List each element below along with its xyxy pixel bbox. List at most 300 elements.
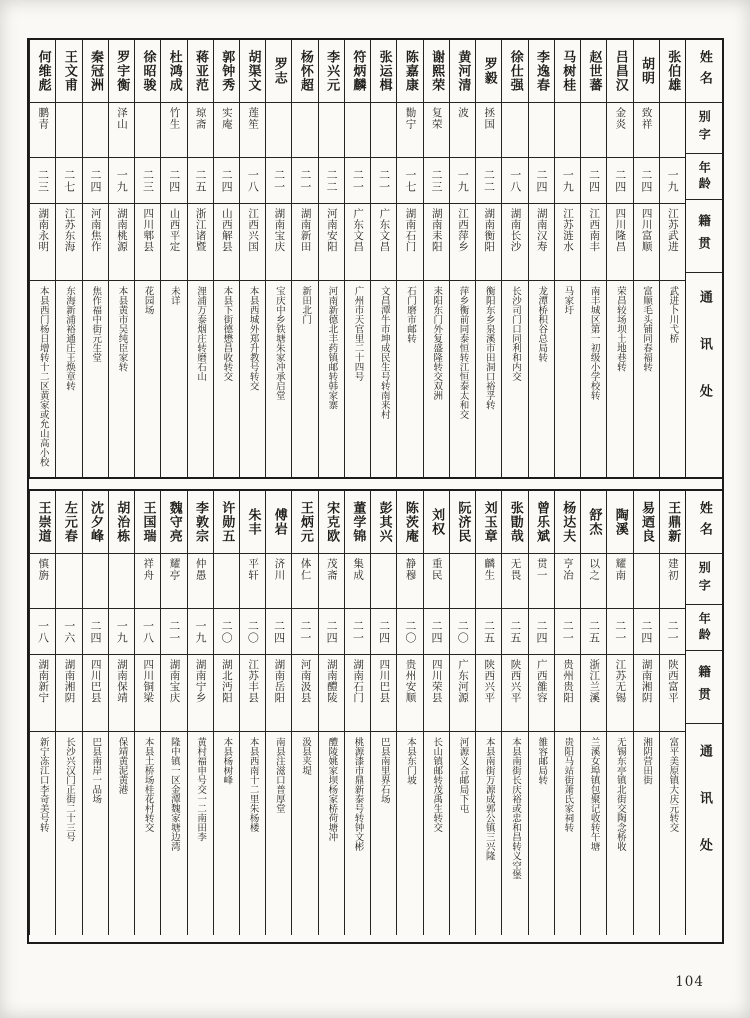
person-age: 一六	[56, 609, 81, 655]
person-column	[554, 491, 580, 935]
person-native-place: 湖南湘阴	[634, 655, 659, 732]
person-age: 二一	[292, 609, 317, 655]
person-age: 二四	[319, 609, 344, 655]
person-age: 一九	[660, 158, 685, 204]
person-courtesy-name	[56, 554, 81, 609]
person-column	[82, 491, 108, 935]
person-courtesy-name: 泽山	[109, 103, 134, 158]
person-native-place: 湖北沔阳	[214, 655, 239, 732]
person-age: 一八	[502, 158, 527, 204]
person-contact-address: 马家圩	[562, 286, 574, 315]
person-courtesy-name	[266, 103, 291, 158]
directory-table-bottom	[29, 491, 722, 935]
person-courtesy-name	[502, 103, 527, 158]
person-native-place: 四川铜梁	[135, 655, 160, 732]
person-contact-address: 长沙司门口同利和内交	[509, 286, 521, 381]
person-contact-address: 长山镇邮转茂禹生转交	[431, 737, 443, 832]
person-column	[423, 491, 449, 935]
person-age: 一九	[109, 158, 134, 204]
person-column	[580, 491, 606, 935]
table-header-column	[685, 491, 722, 935]
person-column	[187, 491, 213, 935]
person-courtesy-name: 致祥	[634, 103, 659, 158]
person-column	[370, 491, 396, 935]
person-courtesy-name	[581, 103, 606, 158]
table-header-column	[685, 40, 722, 477]
person-age: 二〇	[214, 609, 239, 655]
person-column	[291, 491, 317, 935]
person-native-place: 江苏丰县	[240, 655, 265, 732]
person-courtesy-name: 竹生	[161, 103, 186, 158]
person-column	[396, 491, 422, 935]
person-column	[318, 491, 344, 935]
person-name: 杨怀超	[292, 40, 317, 103]
person-courtesy-name: 琼斋	[188, 103, 213, 158]
person-native-place: 陕西兴平	[502, 655, 527, 732]
person-courtesy-name	[292, 103, 317, 158]
person-contact-address: 衡阳东乡泉溪市田洞口裕孚转	[483, 286, 495, 410]
person-native-place: 湖南桃源	[109, 204, 134, 281]
person-age: 二四	[371, 609, 396, 655]
person-courtesy-name	[83, 103, 108, 158]
person-age: 二四	[634, 609, 659, 655]
person-contact-address: 巴县南岸一品场	[90, 737, 102, 804]
person-age: 二二	[476, 158, 501, 204]
person-name: 秦冠洲	[83, 40, 108, 103]
person-column	[108, 491, 134, 935]
person-contact-address: 桃源漆市鼎新泰号转钟文彬	[352, 737, 364, 851]
person-name: 蒋亚范	[188, 40, 213, 103]
person-contact-address: 花园场	[142, 286, 154, 315]
header-courtesy-name: 别字	[686, 554, 722, 605]
person-column	[554, 40, 580, 477]
person-name: 宋克欧	[319, 491, 344, 554]
person-column	[528, 40, 554, 477]
person-contact-address: 浬浦万泰烟庄转磨石山	[195, 286, 207, 381]
person-native-place: 湖南湘阴	[56, 655, 81, 732]
person-age: 二一	[660, 609, 685, 655]
person-age: 二三	[135, 158, 160, 204]
person-column	[134, 491, 160, 935]
person-contact-address: 河源义合邮局下屯	[457, 737, 469, 813]
person-age: 二四	[607, 158, 632, 204]
person-column	[187, 40, 213, 477]
person-courtesy-name	[450, 554, 475, 609]
person-name: 吕昌汉	[607, 40, 632, 103]
person-age: 二一	[161, 609, 186, 655]
person-native-place: 江苏无锡	[607, 655, 632, 732]
person-column	[475, 491, 501, 935]
person-age: 二五	[502, 609, 527, 655]
person-contact-address: 本县下街德懋昌收转交	[221, 286, 233, 381]
person-native-place: 江西兴国	[240, 204, 265, 281]
person-native-place: 湖南宝庆	[161, 655, 186, 732]
person-contact-address: 新田北门	[300, 286, 312, 324]
person-age: 二七	[56, 158, 81, 204]
person-contact-address: 黄村福申号交一二南田李	[195, 737, 207, 842]
person-name: 李兴元	[319, 40, 344, 103]
person-contact-address: 萍乡衡前同泰恒转江恒泰太和交	[457, 286, 469, 419]
person-name: 阮济民	[450, 491, 475, 554]
person-contact-address: 湘阴营田街	[641, 737, 653, 785]
person-name: 罗宇衡	[109, 40, 134, 103]
person-native-place: 湖南醴陵	[319, 655, 344, 732]
person-name: 胡渠文	[240, 40, 265, 103]
person-courtesy-name: 麟生	[476, 554, 501, 609]
person-column	[344, 40, 370, 477]
person-age: 二四	[161, 158, 186, 204]
person-contact-address: 本县南街万源成郭公镇三兴隆	[483, 737, 495, 861]
person-age: 二四	[529, 158, 554, 204]
person-age: 一八	[240, 158, 265, 204]
person-native-place: 广东文昌	[371, 204, 396, 281]
person-age: 二一	[266, 158, 291, 204]
person-contact-address: 南丰城区第一初级小学校转	[588, 286, 600, 400]
person-contact-address: 本县西城外郑升教号转交	[247, 286, 259, 391]
person-name: 李敦宗	[188, 491, 213, 554]
person-age: 一九	[188, 609, 213, 655]
person-column	[265, 40, 291, 477]
person-contact-address: 广州市天官里二十四号	[352, 286, 364, 381]
person-courtesy-name: 以之	[581, 554, 606, 609]
person-native-place: 广东河源	[450, 655, 475, 732]
person-name: 董学锦	[345, 491, 370, 554]
person-name: 黄河清	[450, 40, 475, 103]
person-native-place: 陕西富平	[660, 655, 685, 732]
person-native-place: 湖南宝庆	[266, 204, 291, 281]
person-column	[265, 491, 291, 935]
person-age: 二一	[345, 158, 370, 204]
person-column	[396, 40, 422, 477]
person-age: 一九	[109, 609, 134, 655]
person-name: 沈夕峰	[83, 491, 108, 554]
person-courtesy-name	[109, 554, 134, 609]
person-age: 二四	[83, 158, 108, 204]
person-age: 二一	[555, 609, 580, 655]
person-age: 一八	[30, 609, 55, 655]
person-column	[29, 491, 55, 935]
header-contact-address: 通讯处	[696, 744, 712, 885]
person-native-place: 湖南新田	[292, 204, 317, 281]
table-frame	[27, 38, 724, 944]
person-native-place: 湖南永明	[30, 204, 55, 281]
person-native-place: 广东文昌	[345, 204, 370, 281]
person-courtesy-name: 茂斋	[319, 554, 344, 609]
header-age: 年龄	[686, 605, 722, 651]
person-contact-address: 长沙兴汉门正街二十三号	[63, 737, 75, 842]
person-courtesy-name: 波	[450, 103, 475, 158]
person-contact-address: 汲县夹堤	[300, 737, 312, 775]
person-contact-address: 荣昌较场坝土地巷转	[614, 286, 626, 372]
person-contact-address: 本县南街长庆裕或忠和昌转义空堡	[509, 737, 521, 880]
person-contact-address: 河南新德北丰药镇邮转韩家寨	[326, 286, 338, 410]
person-contact-address: 新宁冻江口李奇美号转	[37, 737, 49, 832]
person-courtesy-name: 无畏	[502, 554, 527, 609]
person-name: 马树桂	[555, 40, 580, 103]
person-courtesy-name: 耀亭	[161, 554, 186, 609]
person-contact-address: 贵阳马站街萧氏家祠转	[562, 737, 574, 832]
person-native-place: 河南焦作	[83, 204, 108, 281]
person-age: 二三	[424, 158, 449, 204]
person-column	[239, 491, 265, 935]
person-courtesy-name: 勚宁	[397, 103, 422, 158]
person-age: 二四	[529, 609, 554, 655]
person-age: 一七	[397, 158, 422, 204]
person-column	[344, 491, 370, 935]
person-native-place: 浙江兰溪	[581, 655, 606, 732]
person-native-place: 湖南石门	[397, 204, 422, 281]
person-name: 王文甫	[56, 40, 81, 103]
person-name: 李逸春	[529, 40, 554, 103]
person-native-place: 江苏武进	[660, 204, 685, 281]
person-name: 徐昭骏	[135, 40, 160, 103]
person-native-place: 湖南衡阳	[476, 204, 501, 281]
person-age: 二四	[214, 158, 239, 204]
person-column	[501, 40, 527, 477]
person-contact-address: 富平美原镇大庆元转交	[667, 737, 679, 832]
person-courtesy-name: 集成	[345, 554, 370, 609]
person-name: 王国瑞	[135, 491, 160, 554]
person-native-place: 陕西兴平	[476, 655, 501, 732]
person-name: 王崇道	[30, 491, 55, 554]
person-contact-address: 宝庆中乡铁塘朱家冲承启堂	[273, 286, 285, 400]
person-name: 胡明	[634, 40, 659, 103]
person-courtesy-name	[555, 103, 580, 158]
person-contact-address: 耒阳东门外复盛隆转交双洲	[431, 286, 443, 400]
person-courtesy-name	[56, 103, 81, 158]
person-contact-address: 保靖黄泥黄港	[116, 737, 128, 794]
person-name: 刘玉章	[476, 491, 501, 554]
person-contact-address: 龙潭桥积谷总局转	[536, 286, 548, 362]
person-native-place: 江西萍乡	[450, 204, 475, 281]
person-contact-address: 武进卜川弋桥	[667, 286, 679, 343]
person-name: 张勖哉	[502, 491, 527, 554]
person-contact-address: 巴县南里界石场	[378, 737, 390, 804]
person-column	[55, 40, 81, 477]
person-column	[528, 491, 554, 935]
person-contact-address: 醴陵姚家坝杨家桥荷塘冲	[326, 737, 338, 842]
person-contact-address: 焦作福中街元生堂	[90, 286, 102, 362]
person-contact-address: 文昌潭牛市坤成民生号转南来村	[378, 286, 390, 419]
header-name: 姓名	[686, 40, 722, 103]
person-name: 王炳元	[292, 491, 317, 554]
person-name: 曾乐斌	[529, 491, 554, 554]
person-courtesy-name: 建初	[660, 554, 685, 609]
person-column	[449, 40, 475, 477]
person-contact-address: 东海新浦裕通庄王焕章转	[63, 286, 75, 391]
person-name: 赵世蕃	[581, 40, 606, 103]
person-column	[606, 491, 632, 935]
person-age: 二一	[371, 158, 396, 204]
person-name: 傅岩	[266, 491, 291, 554]
person-name: 郭钟秀	[214, 40, 239, 103]
person-age: 一九	[555, 158, 580, 204]
person-courtesy-name: 鹏青	[30, 103, 55, 158]
person-courtesy-name: 平轩	[240, 554, 265, 609]
header-name: 姓名	[686, 491, 722, 554]
person-native-place: 四川隆昌	[607, 204, 632, 281]
person-courtesy-name: 济川	[266, 554, 291, 609]
person-name: 魏守亮	[161, 491, 186, 554]
person-column	[134, 40, 160, 477]
person-courtesy-name: 重民	[424, 554, 449, 609]
person-name: 罗志	[266, 40, 291, 103]
person-column	[213, 491, 239, 935]
person-column	[423, 40, 449, 477]
person-column	[29, 40, 55, 477]
person-name: 符炳麟	[345, 40, 370, 103]
person-contact-address: 未详	[168, 286, 180, 305]
person-name: 徐仕强	[502, 40, 527, 103]
person-name: 何维彪	[30, 40, 55, 103]
person-native-place: 山西解县	[214, 204, 239, 281]
person-name: 王鼎新	[660, 491, 685, 554]
person-courtesy-name: 体仁	[292, 554, 317, 609]
page-number: 104	[675, 974, 704, 990]
header-contact-address: 通讯处	[696, 289, 712, 431]
person-courtesy-name	[660, 103, 685, 158]
person-native-place: 四川郫县	[135, 204, 160, 281]
person-age: 二四	[581, 158, 606, 204]
person-native-place: 湖南新宁	[30, 655, 55, 732]
person-courtesy-name: 复荣	[424, 103, 449, 158]
person-native-place: 江苏涟水	[555, 204, 580, 281]
header-native-place: 籍贯	[686, 651, 722, 724]
person-age: 二四	[83, 609, 108, 655]
person-name: 张伯雄	[660, 40, 685, 103]
person-native-place: 江西南丰	[581, 204, 606, 281]
person-age: 二四	[634, 158, 659, 204]
person-age: 二三	[30, 158, 55, 204]
person-age: 二五	[581, 609, 606, 655]
person-native-place: 湖南汉寿	[529, 204, 554, 281]
person-column	[108, 40, 134, 477]
person-column	[55, 491, 81, 935]
person-name: 陶溪	[607, 491, 632, 554]
person-contact-address: 南县注滋口普厚堂	[273, 737, 285, 813]
person-courtesy-name	[214, 554, 239, 609]
person-native-place: 江苏东海	[56, 204, 81, 281]
person-column	[580, 40, 606, 477]
person-column	[659, 40, 685, 477]
person-name: 杜鸿成	[161, 40, 186, 103]
person-age: 一八	[135, 609, 160, 655]
person-column	[370, 40, 396, 477]
person-courtesy-name: 莲笙	[240, 103, 265, 158]
person-column	[160, 491, 186, 935]
person-courtesy-name: 金炎	[607, 103, 632, 158]
person-courtesy-name	[319, 103, 344, 158]
person-name: 杨达夫	[555, 491, 580, 554]
person-native-place: 湖南宁乡	[188, 655, 213, 732]
person-age: 二〇	[240, 609, 265, 655]
person-native-place: 四川巴县	[371, 655, 396, 732]
person-courtesy-name: 祥舟	[135, 554, 160, 609]
person-native-place: 四川巴县	[83, 655, 108, 732]
person-age: 二一	[607, 609, 632, 655]
person-column	[213, 40, 239, 477]
person-column	[449, 491, 475, 935]
person-name: 罗毅	[476, 40, 501, 103]
person-age: 二一	[345, 609, 370, 655]
person-contact-address: 本县西门杨日增转十二区黄家或允山高小校	[37, 286, 49, 467]
header-age: 年龄	[686, 154, 722, 200]
person-name: 胡治栋	[109, 491, 134, 554]
person-courtesy-name: 慎旃	[30, 554, 55, 609]
person-courtesy-name: 拯国	[476, 103, 501, 158]
person-age: 二五	[188, 158, 213, 204]
person-name: 陈嘉康	[397, 40, 422, 103]
person-column	[82, 40, 108, 477]
person-native-place: 四川荣县	[424, 655, 449, 732]
directory-table-top	[29, 40, 722, 479]
person-column	[659, 491, 685, 935]
person-name: 朱丰	[240, 491, 265, 554]
person-courtesy-name	[83, 554, 108, 609]
person-column	[475, 40, 501, 477]
person-column	[633, 491, 659, 935]
person-name: 陈茨庵	[397, 491, 422, 554]
person-name: 舒杰	[581, 491, 606, 554]
person-courtesy-name	[634, 554, 659, 609]
person-name: 张运楫	[371, 40, 396, 103]
person-native-place: 山西平定	[161, 204, 186, 281]
person-courtesy-name: 静穆	[397, 554, 422, 609]
person-contact-address: 隆中镇一区金潭魏家塘边湾	[168, 737, 180, 851]
person-native-place: 四川富顺	[634, 204, 659, 281]
person-native-place: 湖南耒阳	[424, 204, 449, 281]
person-column	[501, 491, 527, 935]
person-native-place: 贵州贵阳	[555, 655, 580, 732]
person-native-place: 湖南保靖	[109, 655, 134, 732]
table-divider	[29, 479, 722, 491]
person-column	[318, 40, 344, 477]
person-native-place: 河南汲县	[292, 655, 317, 732]
person-age: 二二	[319, 158, 344, 204]
person-name: 谢熙荣	[424, 40, 449, 103]
person-courtesy-name	[371, 554, 396, 609]
person-name: 彭其兴	[371, 491, 396, 554]
person-name: 许勋五	[214, 491, 239, 554]
person-column	[160, 40, 186, 477]
person-age: 二一	[292, 158, 317, 204]
person-contact-address: 石门磨市邮转	[405, 286, 417, 343]
person-native-place: 浙江诸暨	[188, 204, 213, 281]
person-contact-address: 本县土桥场桂花村转交	[142, 737, 154, 832]
person-courtesy-name	[135, 103, 160, 158]
person-age: 二〇	[450, 609, 475, 655]
person-native-place: 湖南石门	[345, 655, 370, 732]
person-age: 二五	[476, 609, 501, 655]
person-courtesy-name: 耀南	[607, 554, 632, 609]
person-contact-address: 本县东门坡	[405, 737, 417, 785]
person-courtesy-name: 贯一	[529, 554, 554, 609]
person-courtesy-name	[529, 103, 554, 158]
person-column	[239, 40, 265, 477]
person-column	[633, 40, 659, 477]
person-contact-address: 本县西南十二里朱杨楼	[247, 737, 259, 832]
person-native-place: 广西雒容	[529, 655, 554, 732]
header-courtesy-name: 别字	[686, 103, 722, 154]
person-courtesy-name: 实庵	[214, 103, 239, 158]
person-age: 二四	[424, 609, 449, 655]
person-native-place: 贵州安顺	[397, 655, 422, 732]
person-column	[606, 40, 632, 477]
person-contact-address: 无锡东亭镇北街交陶念桥收	[614, 737, 626, 851]
person-native-place: 湖南岳阳	[266, 655, 291, 732]
person-courtesy-name: 亨冶	[555, 554, 580, 609]
person-contact-address: 本县杨树峰	[221, 737, 233, 785]
